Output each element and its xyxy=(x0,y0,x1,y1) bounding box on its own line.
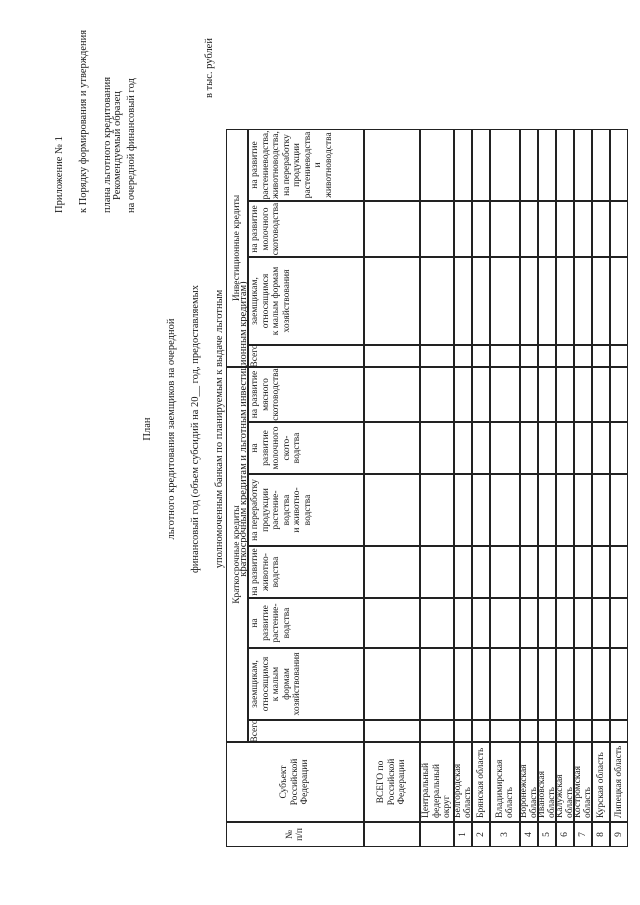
title-line: финансовый год (объем субсидий на 20__ год, предоставляемых xyxy=(190,285,201,573)
row-value-cell xyxy=(574,201,592,257)
row-value-cell xyxy=(556,720,574,742)
row-subject: Калужская область xyxy=(556,742,574,822)
row-value-cell xyxy=(490,598,520,648)
row-value-cell xyxy=(574,257,592,345)
row-value-cell xyxy=(472,201,490,257)
row-value-cell xyxy=(490,546,520,598)
row-value-cell xyxy=(490,422,520,474)
row-value-cell xyxy=(592,345,610,367)
row-value-cell xyxy=(592,422,610,474)
row-value-cell xyxy=(574,720,592,742)
row-value-cell xyxy=(454,720,472,742)
row-value-cell xyxy=(472,720,490,742)
row-value-cell xyxy=(364,367,420,422)
row-value-cell xyxy=(364,257,420,345)
row-value-cell xyxy=(610,648,628,720)
row-value-cell xyxy=(574,598,592,648)
row-value-cell xyxy=(574,367,592,422)
row-value-cell xyxy=(454,129,472,201)
row-value-cell xyxy=(472,474,490,546)
appendix-block xyxy=(42,30,150,213)
row-value-cell xyxy=(420,257,454,345)
row-value-cell xyxy=(574,129,592,201)
row-num: 2 xyxy=(472,822,490,847)
row-value-cell xyxy=(538,345,556,367)
row-value-cell xyxy=(520,201,538,257)
row-value-cell xyxy=(490,474,520,546)
row-value-cell xyxy=(454,367,472,422)
row-value-cell xyxy=(592,598,610,648)
row-value-cell xyxy=(556,546,574,598)
header-investment-col: Всего xyxy=(248,345,364,367)
row-value-cell xyxy=(472,367,490,422)
row-value-cell xyxy=(556,367,574,422)
row-value-cell xyxy=(610,474,628,546)
title-line: План xyxy=(142,417,153,441)
row-value-cell xyxy=(472,598,490,648)
row-value-cell xyxy=(420,129,454,201)
row-subject: Брянская область xyxy=(472,742,490,822)
row-num xyxy=(364,822,420,847)
row-value-cell xyxy=(420,422,454,474)
row-value-cell xyxy=(420,546,454,598)
row-value-cell xyxy=(420,345,454,367)
appendix-line: плана льготного кредитования xyxy=(102,76,113,213)
row-value-cell xyxy=(454,201,472,257)
row-value-cell xyxy=(520,257,538,345)
row-value-cell xyxy=(490,201,520,257)
row-value-cell xyxy=(420,648,454,720)
appendix-line: Приложение № 1 xyxy=(54,136,65,213)
row-value-cell xyxy=(490,367,520,422)
row-subject: Владимирская область xyxy=(490,742,520,822)
row-value-cell xyxy=(364,129,420,201)
row-value-cell xyxy=(520,648,538,720)
row-num: 6 xyxy=(556,822,574,847)
row-value-cell xyxy=(592,257,610,345)
row-value-cell xyxy=(472,129,490,201)
header-investment-group: Инвестиционные кредиты xyxy=(226,129,248,367)
header-short-term-col: заемщикам, относящимся к малым формам хозяйствования xyxy=(248,648,364,720)
row-value-cell xyxy=(556,129,574,201)
header-investment-col: на развитие растениеводства, животноводства, на переработку продукции растениеводства и животноводства xyxy=(248,129,364,201)
row-value-cell xyxy=(364,201,420,257)
row-value-cell xyxy=(454,546,472,598)
row-value-cell xyxy=(454,648,472,720)
row-value-cell xyxy=(364,422,420,474)
row-value-cell xyxy=(472,546,490,598)
row-value-cell xyxy=(610,201,628,257)
row-value-cell xyxy=(538,257,556,345)
row-value-cell xyxy=(454,422,472,474)
row-value-cell xyxy=(610,422,628,474)
row-value-cell xyxy=(364,720,420,742)
row-value-cell xyxy=(472,422,490,474)
row-subject: Ивановская область xyxy=(538,742,556,822)
row-value-cell xyxy=(574,422,592,474)
row-value-cell xyxy=(610,367,628,422)
row-value-cell xyxy=(574,648,592,720)
row-value-cell xyxy=(538,474,556,546)
row-subject: Белгородская область xyxy=(454,742,472,822)
row-value-cell xyxy=(538,598,556,648)
row-value-cell xyxy=(454,257,472,345)
row-value-cell xyxy=(364,474,420,546)
row-subject: Костромская область xyxy=(574,742,592,822)
appendix-line: на очередной финансовый год xyxy=(126,78,137,213)
row-subject: ВСЕГО по Российской Федерации xyxy=(364,742,420,822)
row-value-cell xyxy=(472,257,490,345)
row-value-cell xyxy=(364,598,420,648)
row-value-cell xyxy=(556,474,574,546)
units-label: в тыс. рублей xyxy=(204,38,215,98)
row-value-cell xyxy=(420,201,454,257)
title-line: льготного кредитования заемщиков на очередной xyxy=(166,318,177,540)
header-investment-col: на развитие молочного скотоводства xyxy=(248,201,364,257)
row-value-cell xyxy=(454,345,472,367)
row-value-cell xyxy=(592,201,610,257)
header-short-term-col: на развитие растение- водства xyxy=(248,598,364,648)
row-num: 3 xyxy=(490,822,520,847)
row-value-cell xyxy=(592,720,610,742)
row-value-cell xyxy=(574,546,592,598)
row-value-cell xyxy=(610,720,628,742)
row-value-cell xyxy=(364,648,420,720)
row-value-cell xyxy=(490,257,520,345)
row-value-cell xyxy=(520,720,538,742)
row-value-cell xyxy=(574,474,592,546)
appendix-line: к Порядку формирования и утверждения xyxy=(78,29,89,213)
row-value-cell xyxy=(556,201,574,257)
header-subject: Субъект Российской Федерации xyxy=(226,742,364,822)
row-num xyxy=(420,822,454,847)
row-value-cell xyxy=(574,345,592,367)
row-value-cell xyxy=(610,129,628,201)
row-value-cell xyxy=(592,129,610,201)
row-num: 7 xyxy=(574,822,592,847)
row-num: 9 xyxy=(610,822,628,847)
row-value-cell xyxy=(538,422,556,474)
row-value-cell xyxy=(556,345,574,367)
row-value-cell xyxy=(454,598,472,648)
row-value-cell xyxy=(520,129,538,201)
row-value-cell xyxy=(420,367,454,422)
sample-label: Рекомендуемый образец xyxy=(112,91,123,200)
row-value-cell xyxy=(420,720,454,742)
header-num: № п/п xyxy=(226,822,364,847)
row-subject: Воронежская область xyxy=(520,742,538,822)
row-value-cell xyxy=(520,546,538,598)
row-value-cell xyxy=(610,257,628,345)
row-value-cell xyxy=(364,546,420,598)
header-short-term-group: Краткосрочные кредиты xyxy=(226,367,248,742)
title-line: уполномоченным банкам по планируемым к выдаче льготным xyxy=(214,289,225,569)
row-value-cell xyxy=(472,648,490,720)
header-short-term-col: на развитие молочного ското- водства xyxy=(248,422,364,474)
row-value-cell xyxy=(556,648,574,720)
header-short-term-col: на переработку продукции растение- водства и животно- водства xyxy=(248,474,364,546)
row-num: 1 xyxy=(454,822,472,847)
row-value-cell xyxy=(610,546,628,598)
row-value-cell xyxy=(490,345,520,367)
row-num: 5 xyxy=(538,822,556,847)
row-value-cell xyxy=(556,422,574,474)
header-short-term-col: на развитие мясного скотоводства xyxy=(248,367,364,422)
row-value-cell xyxy=(538,367,556,422)
row-value-cell xyxy=(420,474,454,546)
row-value-cell xyxy=(490,648,520,720)
row-value-cell xyxy=(490,129,520,201)
header-short-term-col: на развитие животно- водства xyxy=(248,546,364,598)
row-subject: Центральный федеральный округ xyxy=(420,742,454,822)
row-value-cell xyxy=(538,720,556,742)
row-value-cell xyxy=(454,474,472,546)
row-value-cell xyxy=(420,598,454,648)
row-value-cell xyxy=(592,648,610,720)
row-value-cell xyxy=(538,129,556,201)
credit-plan-table xyxy=(226,129,628,847)
title-line: краткосрочным кредитам и льготным инвестиционным кредитам) xyxy=(238,281,249,577)
row-value-cell xyxy=(610,345,628,367)
header-short-term-col: Всего xyxy=(248,720,364,742)
row-value-cell xyxy=(538,546,556,598)
row-value-cell xyxy=(538,648,556,720)
row-num: 4 xyxy=(520,822,538,847)
header-investment-col: заемщикам, относящимся к малым формам хозяйствования xyxy=(248,257,364,345)
row-value-cell xyxy=(520,422,538,474)
row-value-cell xyxy=(490,720,520,742)
row-value-cell xyxy=(472,345,490,367)
row-value-cell xyxy=(520,345,538,367)
row-value-cell xyxy=(520,474,538,546)
row-subject: Курская область xyxy=(592,742,610,822)
row-value-cell xyxy=(592,546,610,598)
row-value-cell xyxy=(592,474,610,546)
row-value-cell xyxy=(610,598,628,648)
row-value-cell xyxy=(556,598,574,648)
row-value-cell xyxy=(556,257,574,345)
row-value-cell xyxy=(520,367,538,422)
row-value-cell xyxy=(592,367,610,422)
row-value-cell xyxy=(538,201,556,257)
row-num: 8 xyxy=(592,822,610,847)
row-subject: Липецкая область xyxy=(610,742,628,822)
row-value-cell xyxy=(520,598,538,648)
row-value-cell xyxy=(364,345,420,367)
